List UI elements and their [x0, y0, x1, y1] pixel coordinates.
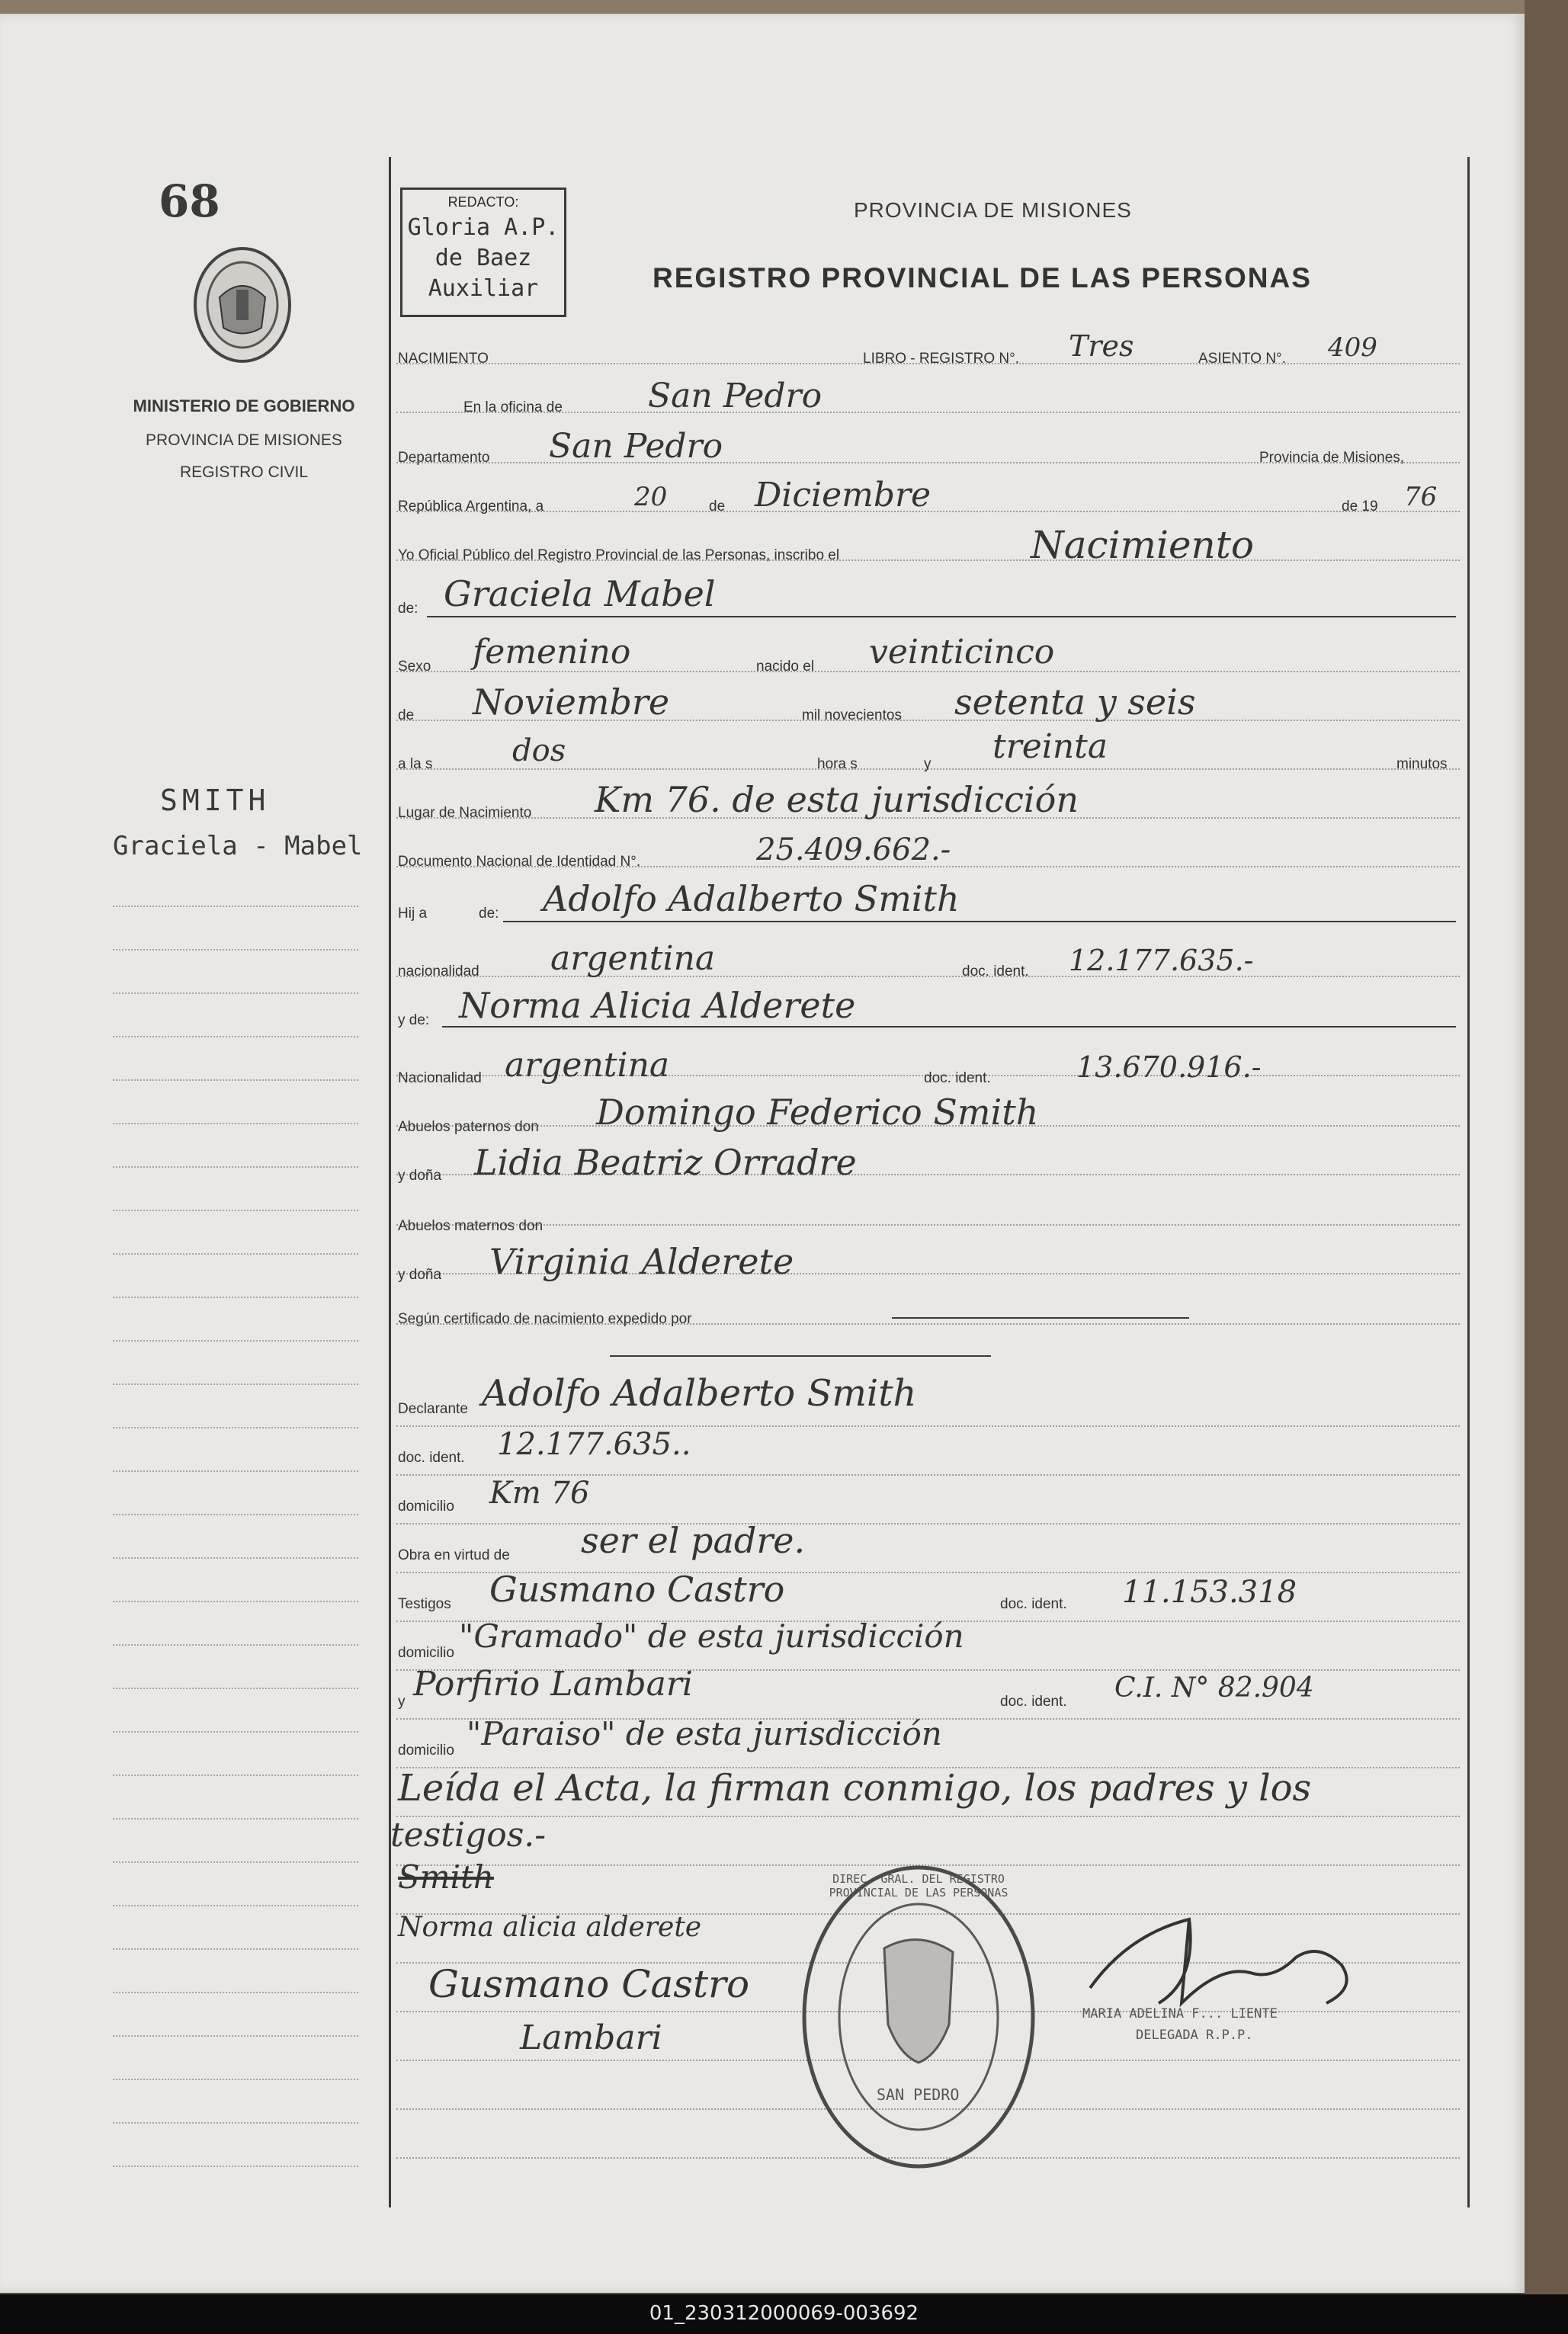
margin-rule-line [113, 1427, 358, 1428]
margin-rule-line [113, 1340, 358, 1342]
margin-rule-line [113, 2166, 358, 2167]
margin-rule-line [113, 1210, 358, 1211]
de-label: de [709, 499, 726, 515]
margin-given-names: Graciela - Mabel [113, 831, 363, 861]
margin-rule-line [113, 1818, 358, 1819]
anio-nac-value: setenta y seis [954, 681, 1196, 723]
coat-of-arms-icon [189, 244, 296, 366]
dni-value: 25.409.662.- [756, 832, 951, 867]
margin-rule-line [113, 2122, 358, 2124]
official-seal [793, 1857, 1044, 2177]
declarante-value: Adolfo Adalberto Smith [482, 1372, 917, 1415]
document-page [0, 14, 1525, 2293]
certificado-label: Según certificado de nacimiento expedido por [398, 1311, 692, 1327]
signature-witness-2: Lambari [520, 2018, 662, 2057]
footer-file-id: 01_230312000069-003692 [649, 2302, 919, 2325]
acto-value: Nacimiento [1031, 523, 1254, 567]
seal-ring-text: DIREC. GRAL. DEL REGISTRO PROVINCIAL DE LAS PERSONAS [829, 1872, 1008, 1900]
testigo1-value: Gusmano Castro [489, 1569, 785, 1610]
margin-rule-line [113, 992, 358, 994]
de-mes-label: de [398, 707, 415, 723]
officer-name-stamp: MARIA ADELINA F... LIENTE [1082, 2006, 1278, 2021]
asiento-value: 409 [1328, 332, 1377, 363]
abuela-mat-value: Virginia Alderete [489, 1241, 794, 1282]
cierre-line-1: Leída el Acta, la firman conmigo, los padres y los [398, 1767, 1312, 1810]
y-label: y [924, 756, 932, 772]
domicilio-decl-value: Km 76 [489, 1476, 590, 1511]
officer-role-stamp: DELEGADA R.P.P. [1136, 2028, 1253, 2043]
nacido-label: nacido el [756, 659, 815, 675]
margin-rule-line [113, 1470, 358, 1472]
book-top-edge [0, 0, 1568, 15]
margin-rule-line [113, 1166, 358, 1168]
ministry-label: MINISTERIO DE GOBIERNO [133, 396, 355, 415]
anio-value: 76 [1404, 482, 1438, 512]
domicilio-t1-label: domicilio [398, 1645, 454, 1661]
padre-value: Adolfo Adalberto Smith [543, 878, 960, 919]
domicilio-t2-label: domicilio [398, 1742, 454, 1759]
madre-value: Norma Alicia Alderete [459, 985, 856, 1026]
sexo-label: Sexo [398, 659, 431, 675]
page-number: 68 [159, 175, 220, 227]
header-province: PROVINCIA DE MISIONES [854, 198, 1132, 222]
hora-value: dos [512, 733, 566, 768]
declarante-label: Declarante [398, 1401, 468, 1417]
margin-rule-line [113, 1079, 358, 1081]
doc-t1-label: doc. ident. [1000, 1596, 1067, 1612]
doc-t2-value: C.I. N° 82.904 [1114, 1672, 1314, 1704]
yde-label: y de: [398, 1012, 430, 1028]
oficina-value: San Pedro [648, 377, 822, 415]
margin-rule-line [113, 949, 358, 951]
margin-rule-line [113, 2079, 358, 2080]
margin-rule-line [113, 1036, 358, 1037]
abuelos-mat-label: Abuelos maternos don [398, 1218, 544, 1234]
margin-rule-line [113, 1644, 358, 1646]
ydona-pat-label: y doña [398, 1168, 442, 1184]
margin-rule-line [113, 2035, 358, 2037]
nac-madre-value: argentina [505, 1046, 670, 1085]
seal-icon [793, 1857, 1044, 2177]
testigo2-value: Porfirio Lambari [413, 1665, 693, 1704]
margin-rule-line [113, 1861, 358, 1863]
domicilio-t1-value: "Gramado" de esta jurisdicción [459, 1617, 964, 1655]
margin-rule-line [113, 1383, 358, 1385]
nacido-value: veinticinco [869, 633, 1055, 672]
redacto-label: REDACTO: [447, 194, 519, 210]
departamento-value: San Pedro [549, 427, 723, 466]
libro-label: LIBRO - REGISTRO N°. [863, 351, 1020, 367]
margin-rule-line [113, 1688, 358, 1689]
signature-father: Smith [398, 1858, 494, 1896]
margin-rule-line [113, 1297, 358, 1298]
doc-padre-value: 12.177.635.- [1069, 944, 1254, 977]
yo-label: Yo Oficial Público del Registro Provincial de las Personas, inscribo el [398, 547, 840, 563]
oficina-label: En la oficina de [463, 399, 563, 415]
hora-label: hora s [817, 756, 858, 772]
mes-value: Diciembre [755, 476, 932, 515]
doc-t1-value: 11.153.318 [1122, 1575, 1297, 1610]
redacto-box [400, 188, 566, 317]
doc-decl-label: doc. ident. [398, 1450, 465, 1466]
nac-padre-value: argentina [550, 939, 716, 978]
nac-padre-label: nacionalidad [398, 963, 479, 979]
mil-label: mil novecientos [802, 707, 902, 723]
obra-label: Obra en virtud de [398, 1547, 510, 1563]
redacto-line-3: Auxiliar [428, 275, 539, 302]
nombre-value: Graciela Mabel [444, 573, 716, 614]
margin-rule-line [113, 1601, 358, 1602]
abuelos-pat-label: Abuelos paternos don [398, 1119, 539, 1135]
asiento-label: ASIENTO N°. [1198, 351, 1286, 367]
y-t2-label: y [398, 1694, 406, 1710]
margin-rule-line [113, 1253, 358, 1255]
hija-label: Hij a [398, 906, 428, 922]
abuela-pat-value: Lidia Beatriz Orradre [474, 1142, 857, 1183]
margin-rule-line [113, 1775, 358, 1776]
provincia-label: Provincia de Misiones, [1259, 450, 1405, 466]
margin-rule-line [113, 1948, 358, 1950]
doc-padre-label: doc. ident. [962, 963, 1029, 979]
republica-label: República Argentina, a [398, 499, 544, 515]
libro-value: Tres [1069, 329, 1134, 363]
obra-value: ser el padre. [581, 1520, 806, 1561]
dni-label: Documento Nacional de Identidad N°. [398, 854, 641, 870]
book-right-edge [1525, 0, 1568, 2294]
sexo-value: femenino [473, 633, 631, 672]
redacto-line-1: Gloria A.P. [407, 214, 560, 241]
redacto-line-2: de Baez [434, 245, 532, 271]
officer-signature [1067, 1889, 1387, 2026]
nacimiento-label: NACIMIENTO [398, 351, 489, 367]
left-margin-rule [389, 157, 391, 2207]
hija-de-label: de: [479, 906, 499, 922]
right-margin-rule [1467, 157, 1470, 2207]
ydona-mat-label: y doña [398, 1267, 442, 1283]
signature-witness-1: Gusmano Castro [428, 1962, 750, 2006]
margin-rule-line [113, 1731, 358, 1733]
registry-label: REGISTRO CIVIL [179, 463, 309, 481]
footer-bar [0, 2294, 1568, 2334]
seal-center-text: SAN PEDRO [877, 2086, 960, 2104]
margin-rule-line [113, 1905, 358, 1906]
dia-value: 20 [634, 482, 668, 512]
de19-label: de 19 [1342, 499, 1378, 515]
page-title: REGISTRO PROVINCIAL DE LAS PERSONAS [653, 262, 1312, 293]
domicilio-t2-value: "Paraiso" de esta jurisdicción [467, 1715, 942, 1752]
margin-rule-line [113, 1557, 358, 1559]
margin-rule-line [113, 1514, 358, 1515]
doc-madre-value: 13.670.916.- [1076, 1050, 1262, 1084]
cierre-line-2: testigos.- [390, 1816, 547, 1855]
doc-decl-value: 12.177.635.. [497, 1427, 691, 1462]
nac-madre-label: Nacionalidad [398, 1070, 482, 1086]
mes-nac-value: Noviembre [473, 681, 670, 723]
doc-madre-label: doc. ident. [924, 1070, 991, 1086]
margin-rule-line [113, 1123, 358, 1124]
testigos-label: Testigos [398, 1596, 451, 1612]
ala-label: a la s [398, 756, 433, 772]
side-province-label: PROVINCIA DE MISIONES [146, 431, 342, 449]
de-nombre-label: de: [398, 601, 418, 617]
abuelo-pat-value: Domingo Federico Smith [596, 1092, 1039, 1133]
lugar-label: Lugar de Nacimiento [398, 805, 532, 821]
margin-rule-line [113, 906, 358, 907]
margin-rule-line [113, 1992, 358, 1993]
margin-surname: SMITH [160, 784, 271, 817]
doc-t2-label: doc. ident. [1000, 1694, 1067, 1710]
minutos-label: minutos [1396, 756, 1448, 772]
signature-mother: Norma alicia alderete [398, 1912, 702, 1943]
departamento-label: Departamento [398, 450, 490, 466]
domicilio-decl-label: domicilio [398, 1499, 454, 1515]
lugar-value: Km 76. de esta jurisdicción [595, 779, 1079, 820]
minutos-value: treinta [992, 727, 1108, 766]
